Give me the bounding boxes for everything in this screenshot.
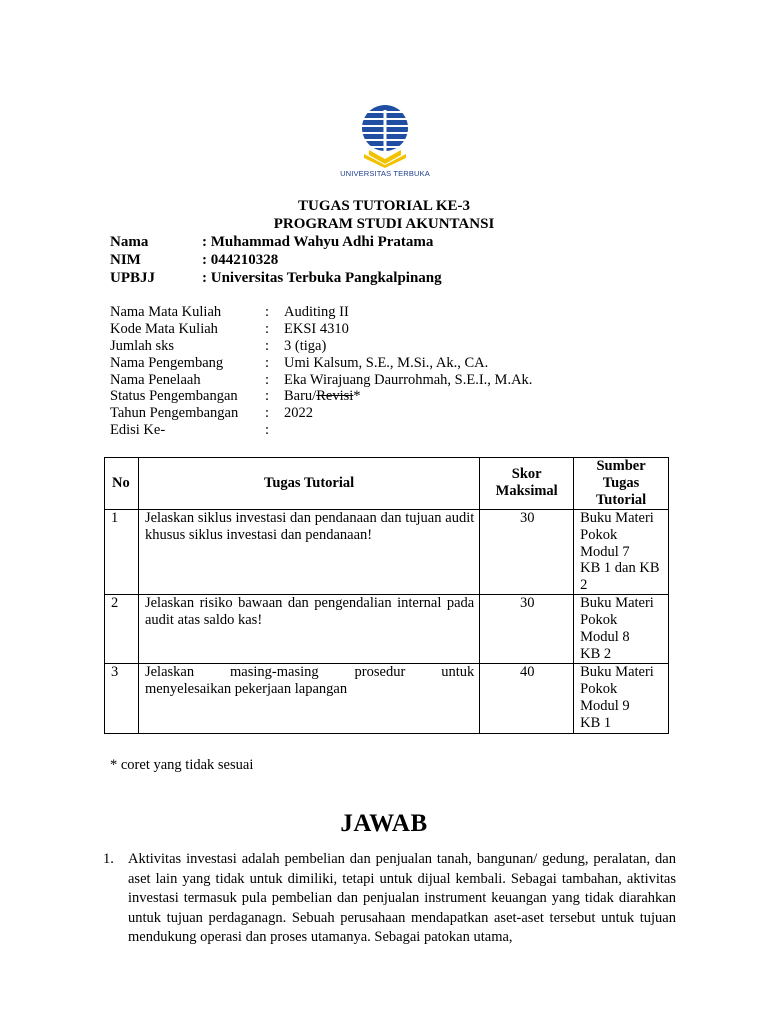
cell-source <box>574 595 669 664</box>
course-value: Umi Kalsum, S.E., M.Si., Ak., CA. <box>284 354 489 371</box>
program-title: PROGRAM STUDI AKUNTANSI <box>273 216 495 232</box>
cell-no: 1 <box>105 509 139 595</box>
course-value: Auditing II <box>284 304 349 320</box>
course-label: Kode Mata Kuliah <box>110 320 218 337</box>
course-row <box>110 422 532 439</box>
header-task: Tugas Tutorial <box>138 458 479 510</box>
course-value: 2022 <box>284 405 313 422</box>
task-line: menyelesaikan pekerjaan lapangan <box>144 680 348 697</box>
course-label: Edisi Ke- <box>110 422 166 439</box>
table-row <box>105 663 669 733</box>
course-row <box>110 405 532 422</box>
header-source-line: Tutorial <box>595 491 647 508</box>
identity-row-nim <box>110 251 442 269</box>
student-identity <box>110 233 442 287</box>
cell-score: 30 <box>480 595 574 664</box>
cell-score: 40 <box>480 663 574 733</box>
course-label: Jumlah sks <box>110 337 175 354</box>
status-option-new: Baru/ <box>284 388 317 405</box>
header-source-line: Sumber <box>596 458 646 474</box>
identity-value: : Universitas Terbuka Pangkalpinang <box>202 270 442 286</box>
course-label: Nama Pengembang <box>110 354 224 371</box>
course-label: Status Pengembangan <box>110 388 238 405</box>
table-row <box>105 595 669 664</box>
cell-task: Jelaskan risiko bawaan dan pengendalian internal pada audit atas saldo kas! <box>138 595 479 664</box>
university-emblem-icon <box>339 104 431 168</box>
identity-value: : 044210328 <box>202 252 279 268</box>
source-line: 2 <box>580 577 588 594</box>
course-row <box>110 388 532 405</box>
header-source <box>574 458 669 510</box>
header-source-line: Tugas <box>602 474 640 491</box>
course-value: EKSI 4310 <box>284 320 349 337</box>
course-row <box>110 321 532 338</box>
answer-heading: JAWAB <box>340 810 428 837</box>
course-colon: : <box>265 371 270 388</box>
cell-no: 3 <box>105 663 139 733</box>
course-row <box>110 304 532 321</box>
course-colon: : <box>265 337 270 354</box>
header-score <box>480 458 574 510</box>
status-asterisk: * <box>353 388 361 405</box>
footnote: * coret yang tidak sesuai <box>110 757 254 773</box>
identity-value: : Muhammad Wahyu Adhi Pratama <box>202 234 434 250</box>
course-value <box>284 388 361 405</box>
course-colon: : <box>265 320 270 337</box>
course-colon: : <box>265 304 270 320</box>
cell-no: 2 <box>105 595 139 664</box>
course-label: Nama Penelaah <box>110 371 201 388</box>
course-colon: : <box>265 354 270 371</box>
header-no: No <box>105 458 139 510</box>
identity-label: NIM <box>110 252 141 268</box>
header-score-line: Maksimal <box>495 483 558 500</box>
source-line: Buku Materi <box>580 663 654 680</box>
header-score-line: Skor <box>511 466 542 483</box>
identity-label: UPBJJ <box>110 270 155 286</box>
course-label: Nama Mata Kuliah <box>110 304 222 320</box>
cell-task: Jelaskan siklus investasi dan pendanaan dan tujuan audit khusus siklus investasi dan pendanaan! <box>138 509 479 595</box>
answer-number: 1. <box>103 851 114 867</box>
course-row <box>110 372 532 389</box>
course-colon: : <box>265 388 270 405</box>
course-row <box>110 338 532 355</box>
source-line: Pokok <box>580 680 618 697</box>
task-line-justified: Jelaskan masing-masing prosedur untuk <box>144 663 475 680</box>
source-line: Buku Materi <box>580 595 654 612</box>
document-title: TUGAS TUTORIAL KE-3 <box>298 198 470 214</box>
identity-row-upbjj <box>110 269 442 287</box>
status-option-struck: Revisi <box>316 388 354 405</box>
identity-label: Nama <box>110 234 149 250</box>
cell-source <box>574 509 669 595</box>
course-value: 3 (tiga) <box>284 337 327 354</box>
cell-score: 30 <box>480 509 574 595</box>
identity-row-name <box>110 233 442 251</box>
source-line: Modul 7 <box>580 543 630 560</box>
tutorial-tasks-table <box>104 457 669 734</box>
course-info <box>110 304 532 439</box>
source-line: KB 1 <box>580 714 612 731</box>
source-line: Buku Materi <box>580 509 654 526</box>
table-row <box>105 509 669 595</box>
university-logo-text: UNIVERSITAS TERBUKA <box>340 169 430 178</box>
course-value: Eka Wirajuang Daurrohmah, S.E.I., M.Ak. <box>284 371 533 388</box>
course-colon: : <box>265 405 270 422</box>
answer-text: Aktivitas investasi adalah pembelian dan penjualan tanah, bangunan/ gedung, peralatan, dan aset lain yang tidak untuk dimiliki, tetapi untuk dijual kembali. Sebagai tambahan, aktivitas investasi termasuk pula pembelian dan penjualan instrument keuangan yang tidak diarahkan untuk tujuan perdaganagn. Sebuah perusahaan mendapatkan aset-aset tersebut untuk tujuan mendukung operasi dan proses utamanya. Sebagai patokan utama, <box>128 851 676 945</box>
source-line: Modul 9 <box>580 697 630 714</box>
source-line: Modul 8 <box>580 629 630 646</box>
cell-source <box>574 663 669 733</box>
source-line: KB 1 dan KB <box>580 560 660 577</box>
cell-task <box>138 663 479 733</box>
course-label: Tahun Pengembangan <box>110 405 239 422</box>
table-header-row <box>105 458 669 510</box>
source-line: Pokok <box>580 526 618 543</box>
course-colon: : <box>265 422 270 439</box>
course-row <box>110 355 532 372</box>
university-logo <box>339 104 431 182</box>
answer-item <box>103 850 676 948</box>
source-line: Pokok <box>580 612 618 629</box>
source-line: KB 2 <box>580 645 612 662</box>
